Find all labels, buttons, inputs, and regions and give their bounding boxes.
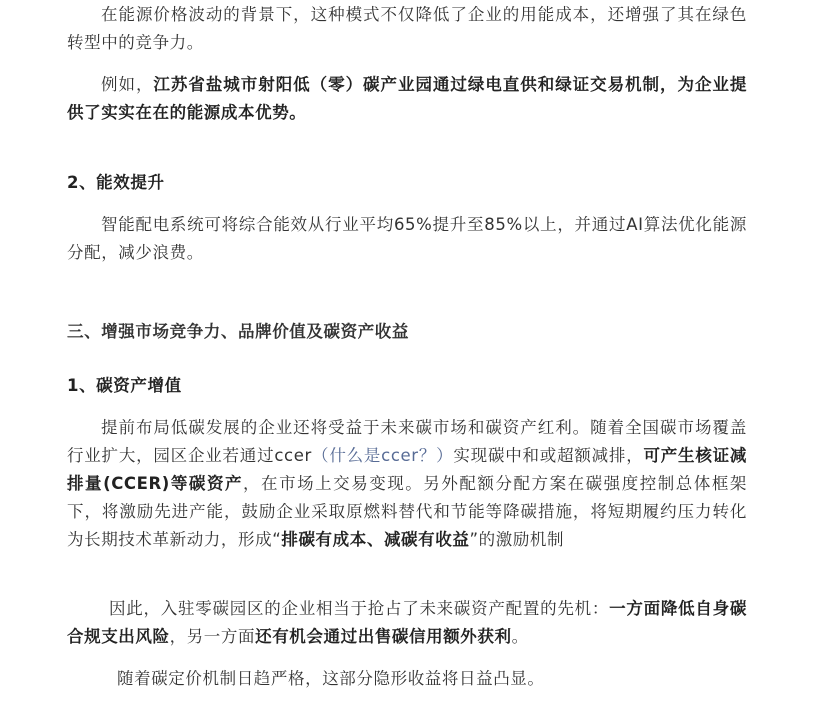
paragraph-smart-distribution	[67, 211, 747, 267]
bold-highlight: 可产生核证减排量(CCER)等碳资产	[67, 446, 747, 493]
paragraph-carbon-pricing	[67, 665, 747, 693]
paragraph-text: 例如，	[101, 75, 154, 94]
paragraph-text: 智能配电系统可将综合能效从行业平均65%提升至85%以上，并通过AI算法优化能源分配，减少浪费。	[67, 215, 747, 262]
heading-section-three: 三、增强市场竞争力、品牌价值及碳资产收益	[67, 322, 409, 341]
paragraph-text: ”的激励机制	[469, 530, 565, 549]
heading-efficiency: 2、能效提升	[67, 173, 165, 192]
bold-highlight: 一方面降低自身碳合规支出风险	[67, 599, 747, 646]
bold-highlight: 江苏省盐城市射阳低（零）碳产业园通过绿电直供和绿证交易机制，为企业提供了实实在在的能源成本优势。	[67, 75, 747, 122]
paragraph-carbon-market	[67, 414, 747, 554]
paragraph-text: 随着碳定价机制日趋严格，这部分隐形收益将日益凸显。	[117, 669, 545, 688]
paragraph-text: 因此，入驻零碳园区的企业相当于抢占了未来碳资产配置的先机：	[109, 599, 610, 618]
paragraph-text: ，另一方面	[169, 627, 256, 646]
ccer-explainer-link[interactable]: （什么是ccer？）	[311, 446, 454, 465]
paragraph-example-yancheng	[67, 71, 747, 127]
paragraph-text: 提前布局低碳发展的企业还将受益于未来碳市场和碳资产红利。随着全国碳市场覆盖行业扩大，园区企业若通过ccer	[67, 418, 747, 465]
paragraph-zero-carbon-park	[67, 595, 747, 651]
bold-highlight: 还有机会通过出售碳信用额外获利	[255, 627, 512, 646]
paragraph-text: 实现碳中和或超额减排，	[453, 446, 644, 465]
paragraph-text: ，在市场上交易变现。另外配额分配方案在碳强度控制总体框架下，将激励先进产能，鼓励企业采取原燃料替代和节能等降碳措施，将短期履约压力转化为长期技术革新动力，形成“	[67, 474, 747, 549]
paragraph-text: 在能源价格波动的背景下，这种模式不仅降低了企业的用能成本，还增强了其在绿色转型中的竞争力。	[67, 5, 747, 52]
paragraph-energy-price	[67, 1, 747, 57]
paragraph-text: 。	[511, 627, 529, 646]
heading-carbon-assets: 1、碳资产增值	[67, 376, 182, 395]
bold-highlight: 排碳有成本、减碳有收益	[281, 530, 470, 549]
